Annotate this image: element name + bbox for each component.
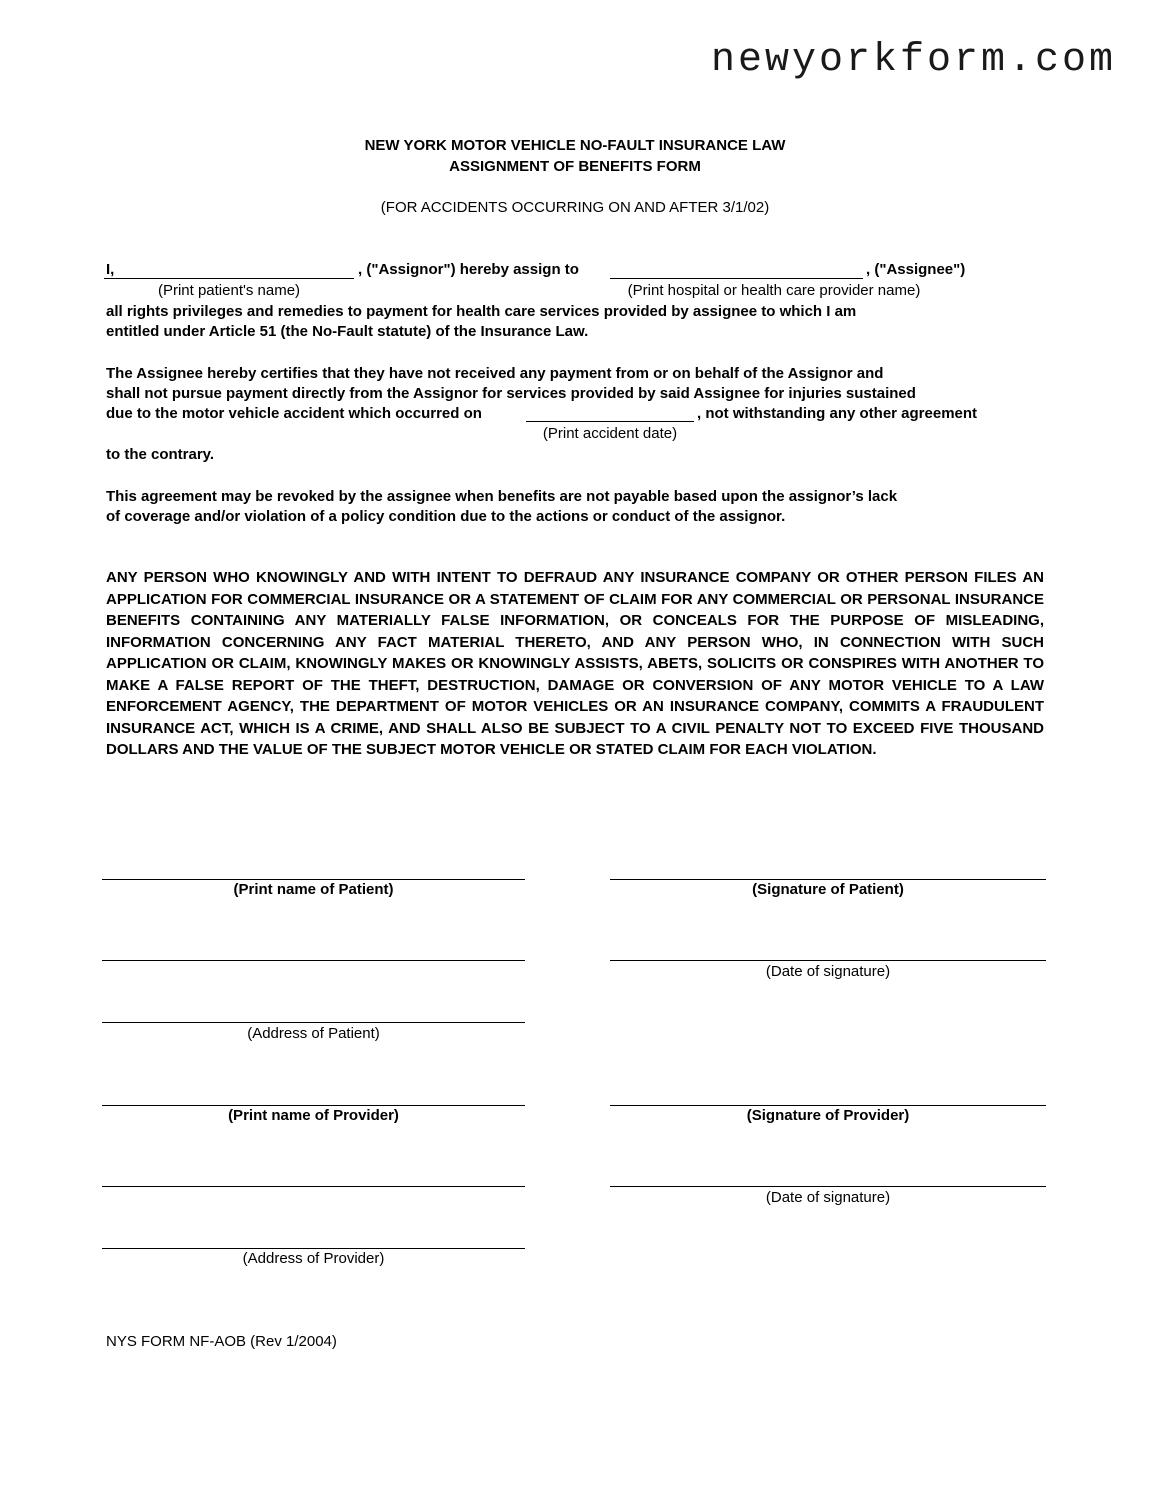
provider-name-underline	[610, 278, 863, 279]
form-identifier: NYS FORM NF-AOB (Rev 1/2004)	[106, 1333, 337, 1350]
patient-date-line[interactable]	[610, 960, 1046, 961]
accident-date-caption: (Print accident date)	[542, 425, 678, 442]
patient-signature-label: (Signature of Patient)	[752, 881, 904, 898]
revocation-line-1: This agreement may be revoked by the assignee when benefits are not payable based upon the assignor’s lack	[106, 488, 898, 505]
accident-date-underline	[526, 421, 694, 422]
provider-name-label: (Print name of Provider)	[228, 1107, 399, 1124]
patient-name-label: (Print name of Patient)	[233, 881, 394, 898]
patient-name-caption: (Print patient's name)	[157, 282, 301, 299]
form-title: NEW YORK MOTOR VEHICLE NO-FAULT INSURANCE LAW	[364, 137, 786, 154]
fraud-warning: ANY PERSON WHO KNOWINGLY AND WITH INTENT TO DEFRAUD ANY INSURANCE COMPANY OR OTHER PERSON FILES AN APPLICATION FOR COMMERCIAL INSURANCE OR A STATEMENT OF CLAIM FOR ANY COMMERCIAL OR PERSONAL INSURANCE BENEFITS CONTAINING ANY MATERIALLY FALSE INFORMATION, OR CONCEALS FOR THE PURPOSE OF MISLEADING, INFORMATION CONCERNING ANY FACT MATERIAL THERETO, AND ANY PERSON WHO, IN CONNECTION WITH SUCH APPLICATION OR CLAIM, KNOWINGLY MAKES OR KNOWINGLY ASSISTS, ABETS, SOLICITS OR CONSPIRES WITH ANOTHER TO MAKE A FALSE REPORT OF THE THEFT, DESTRUCTION, DAMAGE OR CONVERSION OF ANY MOTOR VEHICLE TO A LAW ENFORCEMENT AGENCY, THE DEPARTMENT OF MOTOR VEHICLES OR AN INSURANCE COMPANY, COMMITS A FRAUDULENT INSURANCE ACT, WHICH IS A CRIME, AND SHALL ALSO BE SUBJECT TO A CIVIL PENALTY NOT TO EXCEED FIVE THOUSAND DOLLARS AND THE VALUE OF THE SUBJECT MOTOR VEHICLE OR STATED CLAIM FOR EACH VIOLATION.	[106, 569, 1044, 758]
provider-name-caption: (Print hospital or health care provider name)	[627, 282, 921, 299]
applicability-note: (FOR ACCIDENTS OCCURRING ON AND AFTER 3/1/02)	[380, 199, 770, 216]
certification-line-1: The Assignee hereby certifies that they have not received any payment from or on behalf of the Assignor and	[106, 365, 884, 382]
assignment-prefix: I,	[106, 261, 115, 278]
certification-line-4: to the contrary.	[106, 446, 215, 463]
provider-name-line[interactable]	[102, 1105, 525, 1106]
provider-address-line-2[interactable]	[102, 1248, 525, 1249]
provider-date-line[interactable]	[610, 1186, 1046, 1187]
certification-line-2: shall not pursue payment directly from the Assignor for services provided by said Assignee for injuries sustained	[106, 385, 916, 402]
assignee-text: , ("Assignee")	[866, 261, 966, 278]
form-subtitle: ASSIGNMENT OF BENEFITS FORM	[449, 158, 701, 175]
provider-address-label: (Address of Provider)	[242, 1250, 385, 1267]
assignor-text: , ("Assignor") hereby assign to	[358, 261, 579, 278]
certification-line-3-end: , not withstanding any other agreement	[697, 405, 978, 422]
rights-line-1: all rights privileges and remedies to payment for health care services provided by assignee to which I am	[106, 303, 857, 320]
patient-address-line-2[interactable]	[102, 1022, 525, 1023]
patient-address-label: (Address of Patient)	[247, 1025, 380, 1042]
patient-address-line-1[interactable]	[102, 960, 525, 961]
provider-address-line-1[interactable]	[102, 1186, 525, 1187]
rights-line-2: entitled under Article 51 (the No-Fault statute) of the Insurance Law.	[106, 323, 589, 340]
patient-name-line[interactable]	[102, 879, 525, 880]
site-watermark: newyorkform.com	[710, 38, 1116, 83]
patient-signature-line[interactable]	[610, 879, 1046, 880]
revocation-line-2: of coverage and/or violation of a policy condition due to the actions or conduct of the assignor.	[106, 508, 786, 525]
provider-signature-line[interactable]	[610, 1105, 1046, 1106]
patient-name-underline	[104, 278, 354, 279]
patient-date-label: (Date of signature)	[765, 963, 891, 980]
provider-signature-label: (Signature of Provider)	[746, 1107, 910, 1124]
certification-line-3-start: due to the motor vehicle accident which occurred on	[106, 405, 482, 422]
provider-date-label: (Date of signature)	[765, 1189, 891, 1206]
